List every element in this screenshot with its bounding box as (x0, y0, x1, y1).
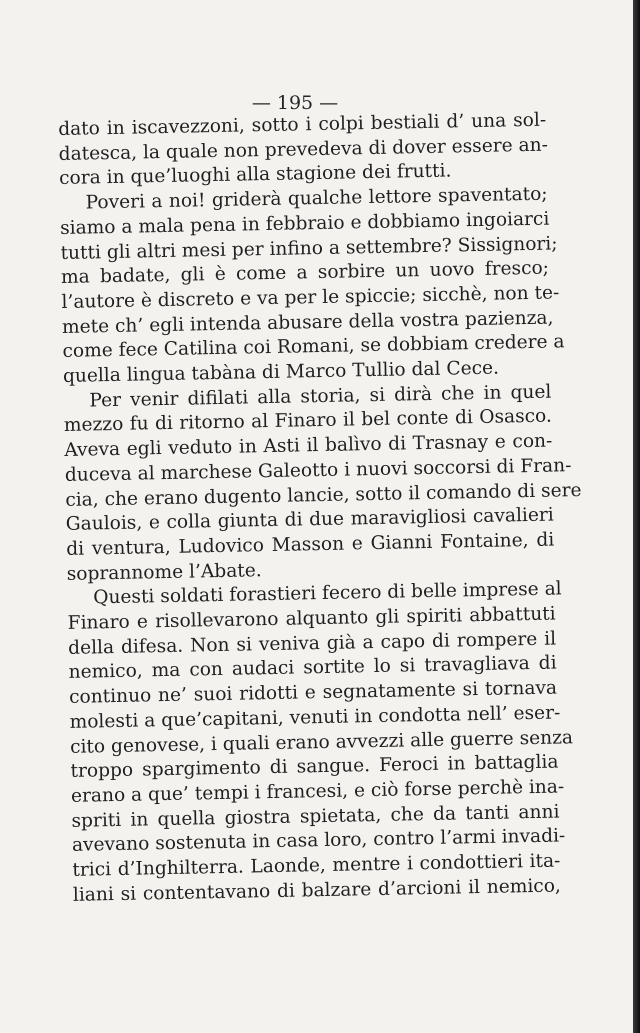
text-line: Per venir difilati alla storia, si dirà che in quel (89, 381, 552, 412)
text-line: soprannome l’Abate. (66, 559, 262, 585)
text-line: nemico, ma con audaci sortite lo si travagliava di (68, 653, 557, 684)
text-line: cia, che erano dugento lancie, sotto il comando di sere (65, 479, 582, 511)
scan-edge (633, 0, 640, 1033)
text-line: duceva al marchese Galeotto i nuovi soccorsi di Fran- (64, 455, 572, 486)
text-line: l’autore è discreto e va per le spiccie; sicchè, non te- (61, 282, 560, 313)
text-line: di ventura, Ludovico Masson e Gianni Fontaine, di (66, 529, 555, 560)
text-line: della difesa. Non si veniva già a capo di rompere il (67, 628, 557, 659)
text-line: cito genovese, i quali erano avvezzi alle guerre senza (69, 726, 574, 758)
text-line: dato in iscavezzoni, sotto i colpi bestiali d’ una sol- (58, 109, 547, 140)
text-line: datesca, la quale non prevedeva di dover essere an- (58, 134, 549, 165)
text-line: avevano sostenuta in casa loro, contro l’armi invadi- (71, 825, 566, 857)
text-line: tutti gli altri mesi per infino a settembre? Sissignori; (60, 232, 558, 264)
text-line: siamo a mala pena in febbraio e dobbiamo ingoiarci (59, 208, 550, 239)
text-line: mete ch’ egli intenda abusare della vostra pazienza, (61, 307, 554, 338)
text-line: erano a que’ tempi i francesi, e ciò forse perchè ina- (70, 776, 565, 807)
page-number: — 195 — (251, 92, 339, 114)
text-line: trici d’Inghilterra. Laonde, mentre i condottieri ita- (72, 850, 561, 881)
text-line: cora in que’luoghi alla stagione dei frutti. (58, 160, 452, 190)
text-line: continuo ne’ suoi ridotti e segnatamente si tornava (68, 677, 558, 709)
text-line: come fece Catilina coi Romani, se dobbiam credere a (62, 331, 565, 363)
body-text (58, 109, 582, 909)
text-line: Aveva egli veduto in Asti il balìvo di Trasnay e con- (64, 430, 553, 462)
text-line: troppo spargimento di sangue. Feroci in battaglia (70, 751, 559, 783)
text-line: molesti a que’capitani, venuti in condotta nell’ eser- (69, 702, 561, 733)
text-line: mezzo fu di ritorno al Finaro il bel conte di Osasco. (63, 406, 553, 437)
text-line: Poveri a noi! griderà qualche lettore spaventato; (85, 183, 548, 214)
text-line: Finaro e risollevarono alquanto gli spiriti abbattuti (67, 603, 556, 634)
text-line: ma badate, gli è come a sorbire un uovo fresco; (60, 257, 550, 289)
text-line: Gaulois, e colla giunta di due maravigliosi cavalieri (65, 504, 554, 536)
text-line: spriti in quella giostra spietata, che da tanti anni (71, 801, 560, 832)
text-line: liani si contentavano di balzare d’arcioni il nemico, (72, 875, 562, 906)
text-line: quella lingua tabàna di Marco Tullio dal Cece. (62, 357, 500, 387)
text-line: Questi soldati forastieri fecero di belle imprese al (93, 578, 562, 609)
